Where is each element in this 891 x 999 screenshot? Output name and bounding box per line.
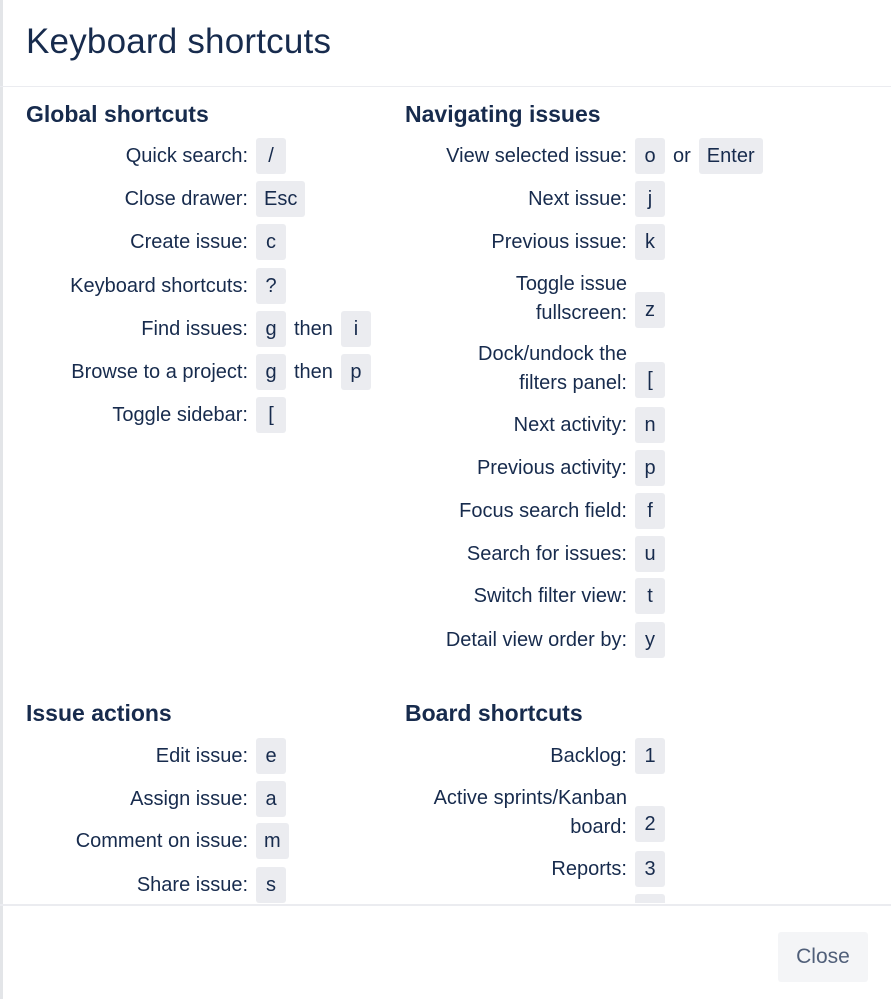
shortcut-label: Find issues: [141, 317, 248, 340]
shortcut-label: Share issue: [136, 873, 248, 896]
shortcut-row [0, 138, 286, 174]
key-badge: z [635, 292, 665, 328]
shortcut-label: Comment on issue: [75, 829, 248, 852]
key-badge: Enter [699, 138, 763, 174]
shortcut-label [380, 340, 627, 398]
key-separator: then [294, 360, 333, 383]
shortcut-label-line: Dock/undock the [478, 343, 627, 365]
key-badge: m [256, 823, 289, 859]
shortcut-row [380, 851, 665, 887]
shortcut-row [380, 407, 665, 443]
shortcut-row [380, 338, 665, 398]
key-badge: i [341, 311, 371, 347]
dialog-header [0, 0, 891, 87]
key-badge: o [635, 138, 665, 174]
shortcut-row [380, 181, 665, 217]
shortcut-label-line: filters panel: [519, 372, 627, 394]
shortcut-label: Next issue: [528, 187, 627, 210]
shortcut-row-clipped [380, 894, 665, 903]
shortcut-row [380, 138, 763, 174]
shortcut-row [380, 578, 665, 614]
shortcut-row [380, 268, 665, 328]
key-badge: k [635, 224, 665, 260]
shortcut-label: Quick search: [125, 144, 248, 167]
key-badge: p [341, 354, 371, 390]
key-badge: f [635, 493, 665, 529]
shortcut-row [0, 867, 286, 903]
shortcut-row [0, 181, 305, 217]
shortcut-label: Create issue: [130, 230, 248, 253]
dialog-title: Keyboard shortcuts [26, 22, 332, 61]
dialog-footer [0, 904, 891, 999]
key-badge: [ [256, 397, 286, 433]
key-badge: j [635, 181, 665, 217]
shortcut-row [0, 354, 371, 390]
shortcut-label: Switch filter view: [473, 584, 627, 607]
issue-actions-heading: Issue actions [26, 700, 172, 726]
shortcut-label: Browse to a project: [71, 360, 248, 383]
shortcut-row [0, 397, 286, 433]
key-badge: g [256, 311, 286, 347]
navigating-issues-heading: Navigating issues [405, 101, 601, 127]
shortcut-row [380, 493, 665, 529]
shortcut-label: Detail view order by: [445, 628, 627, 651]
key-badge: / [256, 138, 286, 174]
board-shortcuts-heading: Board shortcuts [405, 700, 583, 726]
key-badge: [ [635, 362, 665, 398]
key-badge: Esc [256, 181, 305, 217]
shortcut-row [380, 224, 665, 260]
key-badge: 1 [635, 738, 665, 774]
shortcut-label-line: Toggle issue [515, 273, 627, 295]
key-badge: g [256, 354, 286, 390]
shortcut-label [380, 270, 627, 328]
shortcut-label: Toggle sidebar: [112, 403, 248, 426]
shortcut-label: Search for issues: [466, 542, 627, 565]
shortcut-label [380, 784, 627, 842]
shortcut-label: Close drawer: [124, 187, 248, 210]
key-badge: t [635, 578, 665, 614]
key-badge: a [256, 781, 286, 817]
global-shortcuts-heading: Global shortcuts [26, 101, 209, 127]
shortcut-row [380, 738, 665, 774]
key-badge: y [635, 622, 665, 658]
shortcut-label: Backlog: [550, 744, 627, 767]
shortcut-row [380, 450, 665, 486]
shortcut-row [380, 536, 665, 572]
key-separator: or [673, 144, 691, 167]
shortcut-label-line: fullscreen: [535, 302, 627, 324]
shortcut-label: Assign issue: [130, 787, 248, 810]
shortcut-label: Keyboard shortcuts: [70, 274, 248, 297]
shortcut-label-line: Active sprints/Kanban [433, 787, 627, 809]
key-badge: 2 [635, 806, 665, 842]
key-badge: 3 [635, 851, 665, 887]
shortcut-label: Focus search field: [459, 499, 627, 522]
key-badge [635, 894, 665, 903]
key-badge: e [256, 738, 286, 774]
shortcut-row [0, 738, 286, 774]
dialog-content[interactable] [0, 88, 891, 903]
shortcut-row [0, 268, 286, 304]
key-badge: u [635, 536, 665, 572]
shortcut-row [0, 781, 286, 817]
close-button[interactable]: Close [778, 932, 868, 982]
key-badge: ? [256, 268, 286, 304]
key-badge: s [256, 867, 286, 903]
key-badge: c [256, 224, 286, 260]
shortcut-label: View selected issue: [446, 144, 627, 167]
key-badge: p [635, 450, 665, 486]
key-separator: then [294, 317, 333, 340]
shortcut-label: Previous issue: [491, 230, 627, 253]
key-badge: n [635, 407, 665, 443]
shortcut-label: Reports: [551, 857, 627, 880]
shortcut-label-line: board: [570, 816, 627, 838]
shortcut-label: Edit issue: [155, 744, 248, 767]
shortcut-label: Next activity: [513, 413, 627, 436]
shortcut-row [0, 311, 371, 347]
shortcut-row [0, 224, 286, 260]
shortcut-row [380, 782, 665, 842]
shortcut-label: Previous activity: [476, 456, 627, 479]
shortcut-row [0, 823, 289, 859]
shortcut-row [380, 622, 665, 658]
